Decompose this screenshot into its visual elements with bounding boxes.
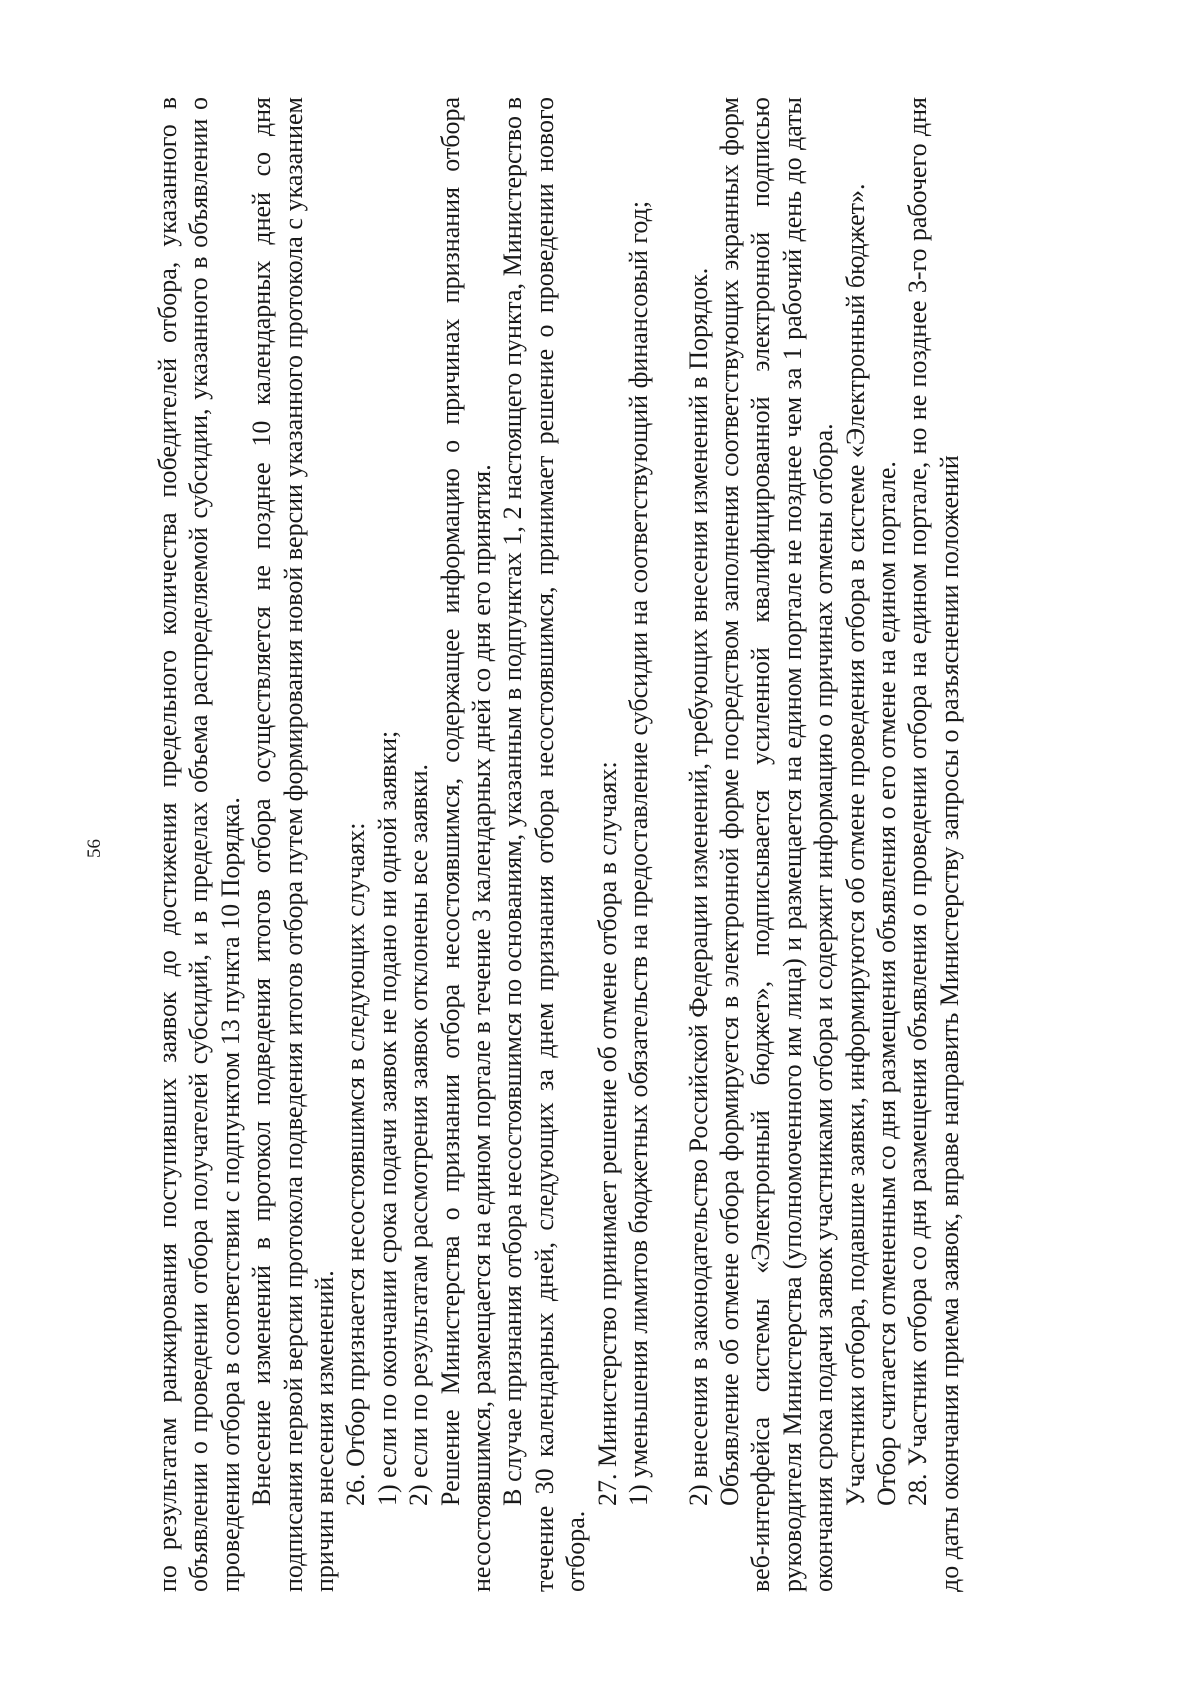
paragraph: 1) если по окончании срока подачи заявок не подано ни одной заявки; — [372, 730, 402, 1506]
paragraph: 2) если по результатам рассмотрения заявок отклонены все заявки. — [404, 763, 434, 1506]
paragraph: 28. Участник отбора со дня размещения объявления о проведении отбора на едином портале, но не позднее 3-го рабочего дня до даты окончания приема заявок, вправе направить Министерству запросы о разъяснении положений — [903, 97, 964, 1592]
paragraph: В случае признания отбора несостоявшимся по основаниям, указанным в подпунктах 1, 2 настоящего пункта, Министерство в течение 30 календарных дней, следующих за днем признания отбора несостоявшимся, принимает решение о проведении нового отбора. — [498, 97, 591, 1592]
document-text — [152, 97, 965, 1592]
paragraph: 1) уменьшения лимитов бюджетных обязательств на предоставление субсидии на соответствующий финансовый год; — [624, 200, 654, 1506]
paragraph: Участники отбора, подавшие заявки, информируются об отмене проведения отбора в системе «Электронный бюджет». — [840, 183, 870, 1506]
paragraph: по результатам ранжирования поступивших заявок до достижения предельного количества победителей отбора, указанного в объявлении о проведении отбора получателей субсидий, и в пределах объема распределяемой субсидии, указанного в объявлении о проведении отбора в соответствии с подпунктом 13 пункта 10 Порядка. — [153, 97, 245, 1592]
paragraph: Решение Министерства о признании отбора несостоявшимся, содержащее информацию о причинах признания отбора несостоявшимся, размещается на едином портале в течение 3 календарных дней со дня его принятия. — [435, 97, 497, 1592]
page-number: 56 — [84, 839, 105, 858]
paragraph: Отбор считается отмененным со дня размещения объявления о его отмене на едином портале. — [871, 461, 901, 1506]
paragraph: Объявление об отмене отбора формируется в электронной форме посредством заполнения соответствующих экранных форм веб-интерфейса системы «Электронный бюджет», подписывается усиленной квалифицированной электронной подписью руководителя Министерства (уполномоченного им лица) и размещается на едином портале не позднее чем за 1 рабочий день до даты окончания срока подачи заявок участниками отбора и содержит информацию о причинах отмены отбора. — [714, 97, 839, 1592]
paragraph: 2) внесения в законодательство Российской Федерации изменений, требующих внесения изменений в Порядок. — [683, 267, 713, 1506]
paragraph: 27. Министерство принимает решение об отмене отбора в случаях: — [592, 761, 622, 1506]
paragraph: 26. Отбор признается несостоявшимся в следующих случаях: — [341, 822, 371, 1506]
paragraph: Внесение изменений в протокол подведения итогов отбора осуществляется не позднее 10 календарных дней со дня подписания первой версии протокола подведения итогов отбора путем формирования новой версии указанного протокола с указанием причин внесения изменений. — [247, 97, 340, 1592]
